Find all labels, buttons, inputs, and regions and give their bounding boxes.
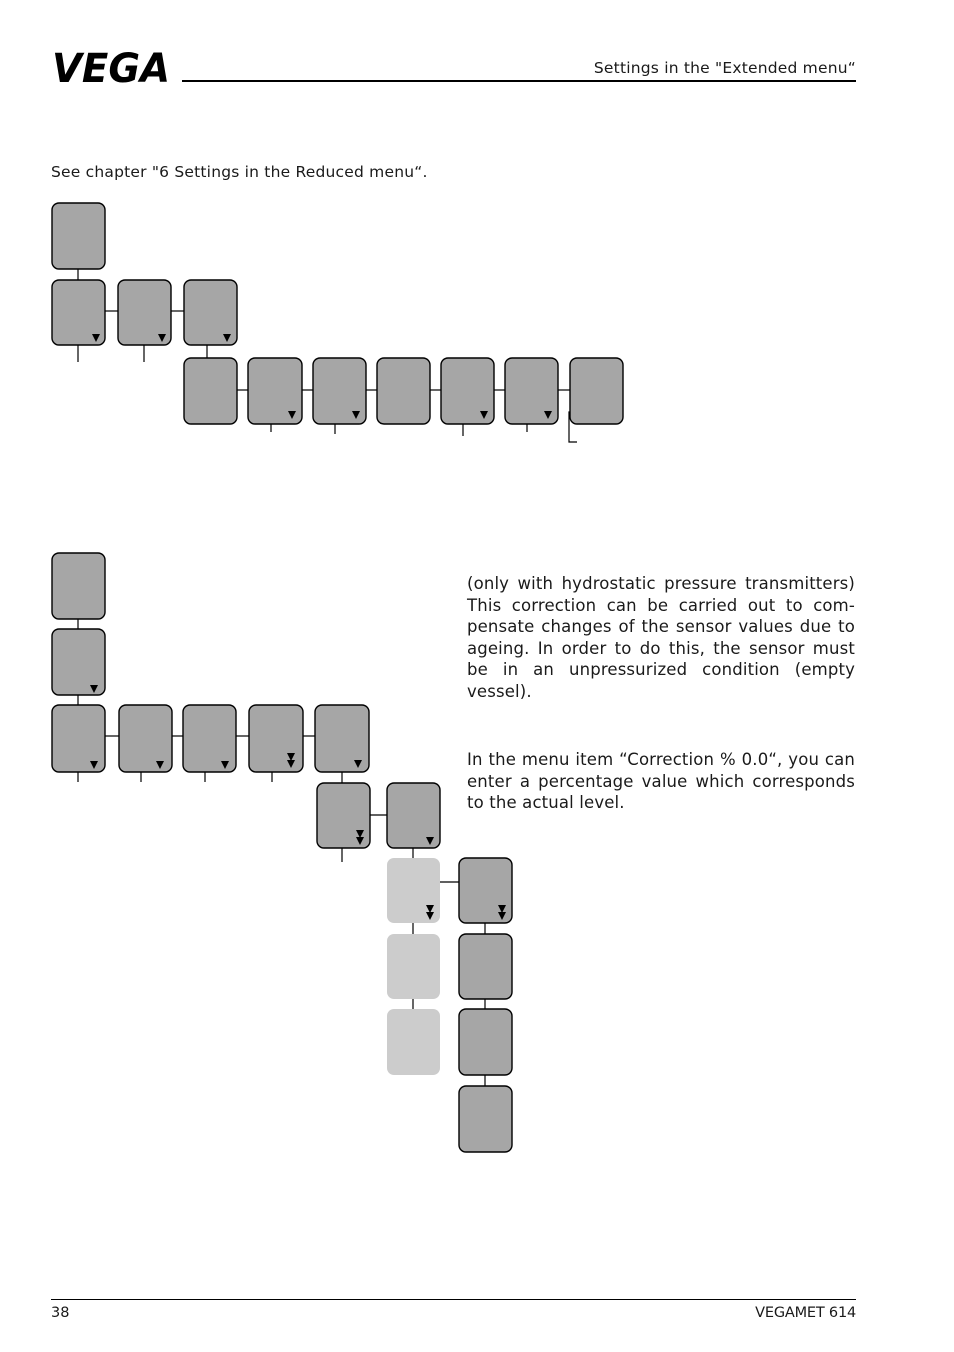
menu-box (52, 203, 105, 269)
menu-box (459, 1086, 512, 1152)
menu-box (459, 1009, 512, 1075)
document-name: VEGAMET 614 (755, 1305, 856, 1321)
correction-note-paragraph: (only with hydrostatic pressure transmitters) This correction can be carried out to com- pensate changes of the sensor values due to ageing. In order to do this, the sensor must be in an unpressurized condition (empty vessel). (467, 574, 855, 701)
footer-rule (51, 1299, 856, 1300)
svg-text:VEGA: VEGA (52, 50, 170, 84)
menu-box (459, 934, 512, 999)
page-number: 38 (51, 1305, 70, 1321)
menu-box (570, 358, 623, 424)
menu-box (119, 705, 172, 772)
header-title: Settings in the "Extended menu“ (593, 59, 856, 77)
menu-box (52, 553, 105, 619)
menu-box (249, 705, 303, 772)
menu-box (184, 358, 237, 424)
menu-boxes-light (387, 858, 440, 1075)
menu-box-light (387, 934, 440, 999)
menu-box-light (387, 1009, 440, 1075)
correction-entry-paragraph: In the menu item “Correction % 0.0“, you can enter a percentage value which corresponds to the actual level. (467, 750, 855, 812)
menu-box (377, 358, 430, 424)
intro-text: See chapter "6 Settings in the Reduced menu“. (51, 163, 428, 181)
